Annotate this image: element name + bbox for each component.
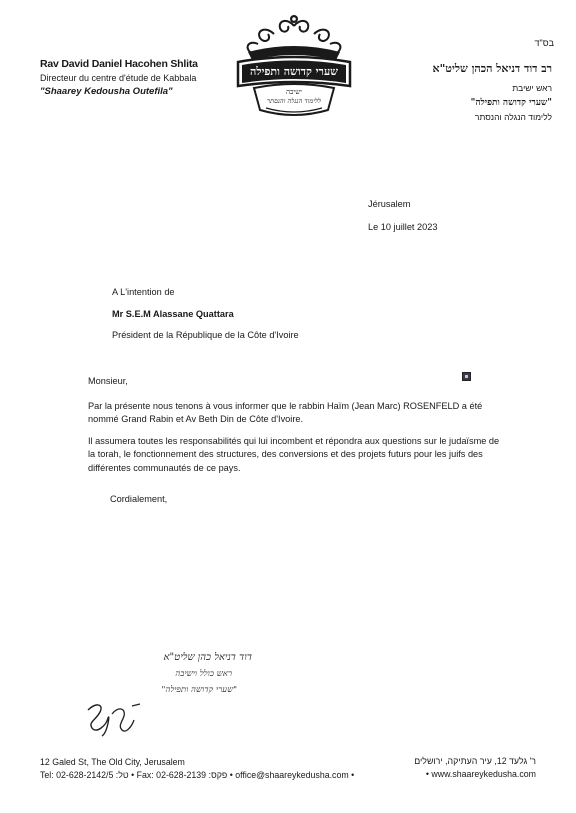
- signature-stamp: [62, 652, 252, 744]
- institution-name-hebrew: "שערי קדושה ותפילה": [470, 98, 552, 108]
- footer-website: • www.shaareykedusha.com: [425, 769, 536, 779]
- letter-city: Jérusalem: [368, 199, 411, 209]
- logo-sub-text: ללימוד הנגלה והנסתר: [266, 97, 322, 105]
- rabbi-role-hebrew: ראש ישיבת: [512, 83, 552, 93]
- institution-logo: [228, 14, 360, 120]
- recipient-name: Mr S.E.M Alassane Quattara: [112, 308, 234, 319]
- letterhead-right: [392, 62, 552, 122]
- handwritten-signature-icon: [82, 696, 152, 740]
- footer-left: [40, 756, 354, 782]
- salutation: Monsieur,: [88, 376, 128, 386]
- institution-name: "Shaarey Kedousha Outefila": [40, 86, 173, 97]
- letter-body: [88, 375, 500, 515]
- letter-date: Le 10 juillet 2023: [368, 221, 438, 232]
- website-link[interactable]: www.shaareykedusha.com: [431, 769, 536, 779]
- stamp-line-2: ראש כולל וישיבה: [175, 669, 232, 679]
- footer-address: 12 Galed St, The Old City, Jerusalem: [40, 757, 185, 767]
- logo-yeshiva-text: ישיבה: [285, 88, 303, 96]
- addressee-block: [112, 286, 512, 343]
- paragraph-2: Il assumera toutes les responsabilités qui lui incombent et répondra aux questions sur le judaïsme de la torah, le fonctionnement des structures, des conversions et des projets futurs pour les juifs des différentes communautés de ce pays.: [88, 435, 500, 473]
- date-block: [368, 198, 437, 243]
- stamp-line-1: דוד דניאל כהן שליט"א: [163, 652, 252, 663]
- letterhead-left: [40, 58, 240, 97]
- rabbi-name-hebrew: רב דוד דניאל הכהן שליט"א: [432, 62, 552, 75]
- attention-line: A L'intention de: [112, 287, 175, 297]
- rabbi-name: Rav David Daniel Hacohen Shlita: [40, 58, 198, 70]
- closing: Cordialement,: [110, 494, 168, 504]
- rabbi-role: Directeur du centre d'étude de Kabbala: [40, 73, 197, 83]
- institution-sub-hebrew: ללימוד הנגלה והנסתר: [474, 112, 552, 122]
- paragraph-1: Par la présente nous tenons à vous informer que le rabbin Haïm (Jean Marc) ROSENFELD a été nommé Grand Rabin et Av Beth Din de Côte d'Ivoire.: [88, 400, 483, 424]
- stamp-line-3: "שערי קדושה ותפילה": [161, 685, 237, 695]
- recipient-title: Président de la République de la Côte d'Ivoire: [112, 330, 299, 340]
- bsd-mark: בס"ד: [534, 38, 554, 48]
- logo-main-text: שערי קדושה ותפילה: [250, 65, 338, 78]
- footer-address-hebrew: ר' גלעד 12, עיר העתיקה, ירושלים: [414, 756, 536, 766]
- footer-contact: Tel: 02-628-2142/5 :טל • Fax: 02-628-2139 :פקס • office@shaareykedusha.com •: [40, 770, 355, 780]
